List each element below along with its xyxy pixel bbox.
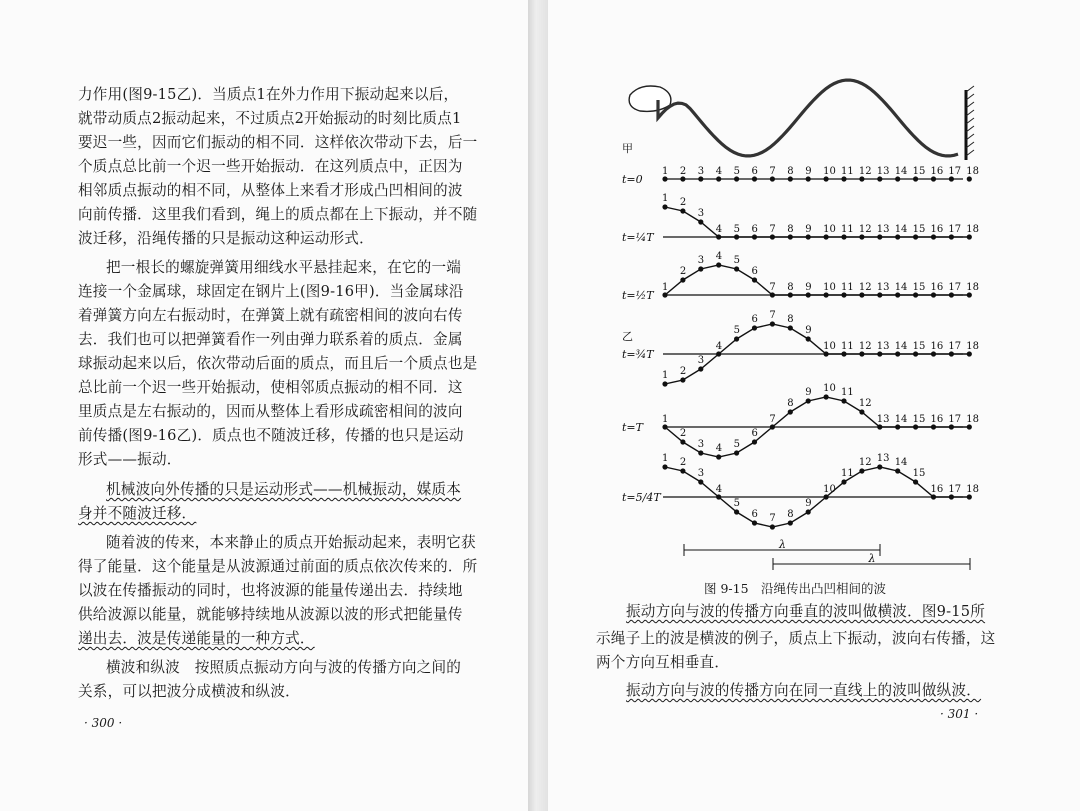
point-number: 7 (769, 282, 776, 293)
text-line: 波迁移，沿绳传播的只是振动这种运动形式． (78, 230, 374, 247)
page-number: · 301 · (940, 707, 979, 721)
particle (841, 176, 846, 181)
point-number: 6 (751, 166, 758, 177)
point-number: 3 (697, 255, 705, 267)
point-number: 15 (912, 224, 926, 235)
particle (662, 176, 667, 181)
point-number: 3 (697, 468, 705, 479)
text-line: 连接一个金属球，球固定在钢片上(图9-16甲)．当金属球沿 (78, 283, 464, 300)
point-number: 9 (805, 224, 812, 235)
book-gutter (528, 0, 548, 811)
point-number: 14 (894, 341, 908, 352)
row-label: t=¾T (622, 348, 654, 361)
point-number: 14 (894, 224, 908, 235)
text-line: 以波在传播振动的同时，也将波源的能量传递出去．持续地 (78, 582, 463, 599)
point-number: 18 (966, 414, 980, 425)
text-line: 总比前一个迟一些开始振动，使相邻质点振动的相不同．这 (78, 379, 463, 396)
particle (680, 176, 685, 181)
text-line-emphasis: 振动方向与波的传播方向在同一直线上的波叫做纵波． (626, 682, 982, 699)
particle (716, 176, 721, 181)
text-line: 前传播(图9-16乙)．质点也不随波迁移，传播的也只是运动 (78, 427, 464, 444)
point-number: 10 (823, 341, 836, 352)
hatch-line (966, 86, 974, 92)
point-number: 3 (697, 438, 705, 450)
point-number: 14 (894, 414, 908, 425)
particle (859, 176, 864, 181)
particle (770, 176, 775, 181)
point-number: 3 (697, 355, 705, 366)
point-number: 9 (805, 498, 812, 509)
text-line: 里质点是左右振动的，因而从整体上看形成疏密相间的波向 (78, 403, 463, 420)
text-line-emphasis: 机械波向外传播的只是运动形式——机械振动，媒质本 (106, 481, 462, 498)
text-line: 要迟一些，因而它们振动的相不同．这样依次带动下去，后一 (78, 134, 478, 151)
wave-figure (548, 0, 1080, 600)
label-yi: 乙 (622, 330, 633, 343)
point-number: 5 (733, 438, 740, 450)
point-number: 7 (769, 166, 776, 177)
point-number: 13 (876, 341, 890, 352)
text-line: 供给波源以能量，就能够持续地从波源以波的形式把能量传 (78, 606, 463, 623)
point-number: 8 (787, 282, 794, 293)
point-number: 11 (841, 468, 854, 479)
lambda-label: λ (779, 538, 786, 551)
point-number: 10 (823, 166, 836, 177)
point-number: 17 (948, 414, 962, 425)
point-number: 8 (787, 314, 794, 326)
point-number: 8 (787, 224, 794, 235)
point-number: 12 (858, 398, 872, 409)
point-number: 14 (894, 166, 908, 177)
point-number: 6 (751, 508, 758, 520)
particle (752, 176, 757, 181)
point-number: 12 (858, 282, 872, 293)
text-line: 力作用(图9-15乙)．当质点1在外力作用下振动起来以后， (78, 86, 459, 103)
point-number: 15 (912, 468, 926, 479)
point-number: 15 (912, 341, 926, 352)
point-number: 2 (679, 457, 687, 469)
wave-row (622, 383, 979, 460)
text-line-emphasis: 递出去．波是传递能量的一种方式． (78, 630, 315, 647)
point-number: 1 (662, 282, 669, 293)
point-number: 1 (662, 370, 669, 381)
point-number: 1 (662, 166, 669, 177)
point-number: 12 (858, 341, 872, 352)
point-number: 5 (733, 498, 740, 509)
particle (734, 176, 739, 181)
point-number: 11 (841, 166, 854, 177)
right-page (548, 0, 1080, 811)
text-line: 把一根长的螺旋弹簧用细线水平悬挂起来，在它的一端 (106, 259, 462, 276)
wave-row (622, 310, 979, 387)
point-number: 2 (679, 266, 687, 277)
point-number: 9 (805, 387, 812, 399)
wave-row (622, 193, 979, 244)
particle (877, 176, 882, 181)
point-number: 16 (930, 224, 944, 235)
point-number: 16 (930, 341, 944, 352)
row-label: t=¼T (622, 231, 654, 244)
point-number: 18 (966, 282, 980, 293)
point-number: 13 (876, 414, 890, 425)
point-number: 7 (769, 414, 776, 425)
text-line: 形式——振动． (78, 451, 182, 468)
point-number: 11 (841, 224, 854, 235)
lambda-label: λ (868, 552, 876, 565)
point-number: 2 (679, 197, 687, 209)
text-line: 球振动起来以后，依次带动后面的质点，而且后一个质点也是 (78, 355, 478, 372)
particle (806, 176, 811, 181)
point-number: 17 (948, 484, 962, 495)
point-number: 18 (966, 166, 980, 177)
point-number: 9 (805, 166, 812, 177)
point-number: 18 (966, 224, 980, 235)
text-line: 向前传播．这里我们看到，绳上的质点都在上下振动，并不随 (78, 206, 478, 223)
point-number: 2 (679, 428, 687, 439)
text-line: 得了能量．这个能量是从波源通过前面的质点依次传来的．所 (78, 558, 478, 575)
point-number: 6 (751, 428, 758, 439)
point-number: 6 (751, 314, 758, 326)
point-number: 11 (841, 282, 854, 293)
point-number: 16 (930, 166, 944, 177)
particle (698, 176, 703, 181)
wave-row (622, 251, 979, 302)
point-number: 15 (912, 166, 926, 177)
point-number: 4 (715, 443, 723, 454)
point-number: 7 (769, 310, 776, 321)
point-number: 12 (858, 166, 872, 177)
particle (788, 176, 793, 181)
point-number: 2 (679, 365, 687, 377)
point-number: 17 (948, 166, 962, 177)
point-number: 2 (679, 166, 687, 177)
point-number: 10 (823, 484, 836, 495)
point-number: 14 (894, 457, 908, 469)
point-number: 6 (751, 266, 758, 277)
text-line: 关系，可以把波分成横波和纵波． (78, 683, 300, 700)
point-number: 13 (876, 453, 890, 464)
point-number: 17 (948, 341, 962, 352)
point-number: 4 (715, 251, 723, 262)
point-number: 12 (858, 224, 872, 235)
point-number: 5 (733, 325, 740, 336)
text-line: 去．我们也可以把弹簧看作一列由弹力联系着的质点．金属 (78, 331, 463, 348)
point-number: 3 (697, 166, 705, 177)
text-line: 着弹簧方向左右振动时，在弹簧上就有疏密相间的波向右传 (78, 307, 463, 324)
text-line: 相邻质点振动的相不同，从整体上来看才形成凸凹相间的波 (78, 182, 463, 199)
row-label: t=0 (622, 173, 643, 186)
point-number: 10 (823, 282, 836, 293)
point-number: 18 (966, 341, 980, 352)
wave-row (622, 166, 979, 186)
page-number: · 300 · (84, 716, 123, 730)
point-number: 4 (715, 166, 723, 177)
point-number: 13 (876, 282, 890, 293)
wave-rows (622, 166, 979, 530)
left-page (0, 0, 528, 811)
particle (824, 176, 829, 181)
point-number: 8 (787, 398, 794, 409)
particle (895, 176, 900, 181)
text-line-section: 横波和纵波 按照质点振动方向与波的传播方向之间的 (106, 659, 462, 676)
point-number: 16 (930, 282, 944, 293)
point-number: 7 (769, 513, 776, 524)
point-number: 7 (769, 224, 776, 235)
point-number: 4 (715, 224, 723, 235)
point-number: 9 (805, 325, 812, 336)
particle (967, 176, 972, 181)
point-number: 11 (841, 341, 854, 352)
wave-row (622, 453, 979, 530)
text-line: 个质点总比前一个迟一些开始振动．在这列质点中，正因为 (78, 158, 463, 175)
particle (949, 176, 954, 181)
rope (658, 80, 958, 156)
point-number: 5 (733, 224, 740, 235)
point-number: 16 (930, 414, 944, 425)
point-number: 17 (948, 282, 962, 293)
point-number: 10 (823, 224, 836, 235)
figure-caption: 图 9-15 沿绳传出凸凹相间的波 (704, 581, 887, 596)
point-number: 15 (912, 414, 926, 425)
point-number: 8 (787, 166, 794, 177)
row-label: t=T (622, 421, 643, 434)
particle (931, 176, 936, 181)
point-number: 12 (858, 457, 872, 469)
point-number: 1 (662, 414, 669, 425)
particle (913, 176, 918, 181)
text-line: 就带动质点2振动起来，不过质点2开始振动的时刻比质点1 (78, 110, 462, 127)
point-number: 17 (948, 224, 962, 235)
text-line: 随着波的传来，本来静止的质点开始振动起来，表明它获 (106, 534, 476, 551)
hand-icon (629, 86, 671, 111)
point-number: 13 (876, 224, 890, 235)
point-number: 1 (662, 193, 669, 204)
point-number: 4 (715, 341, 723, 352)
point-number: 10 (823, 383, 836, 394)
text-line-emphasis: 身并不随波迁移． (78, 505, 197, 522)
wavelength-markers (684, 538, 970, 570)
point-number: 14 (894, 282, 908, 293)
label-jia: 甲 (622, 142, 633, 155)
point-number: 18 (966, 484, 980, 495)
point-number: 3 (697, 208, 705, 219)
point-number: 4 (715, 484, 723, 495)
point-number: 5 (733, 166, 740, 177)
text-line: 两个方向互相垂直． (596, 654, 730, 671)
point-number: 8 (787, 508, 794, 520)
text-line: 示绳子上的波是横波的例子，质点上下振动，波向右传播，这 (596, 630, 996, 647)
point-number: 16 (930, 484, 944, 495)
point-number: 15 (912, 282, 926, 293)
point-number: 6 (751, 224, 758, 235)
row-label: t=5/4T (622, 491, 661, 504)
point-number: 13 (876, 166, 890, 177)
text-line-emphasis: 振动方向与波的传播方向垂直的波叫做横波．图9-15所 (626, 603, 986, 620)
point-number: 9 (805, 282, 812, 293)
point-number: 5 (733, 255, 740, 267)
rope-illustration (629, 80, 974, 160)
point-number: 1 (662, 453, 669, 464)
row-label: t=½T (622, 289, 654, 302)
point-number: 11 (841, 387, 854, 399)
